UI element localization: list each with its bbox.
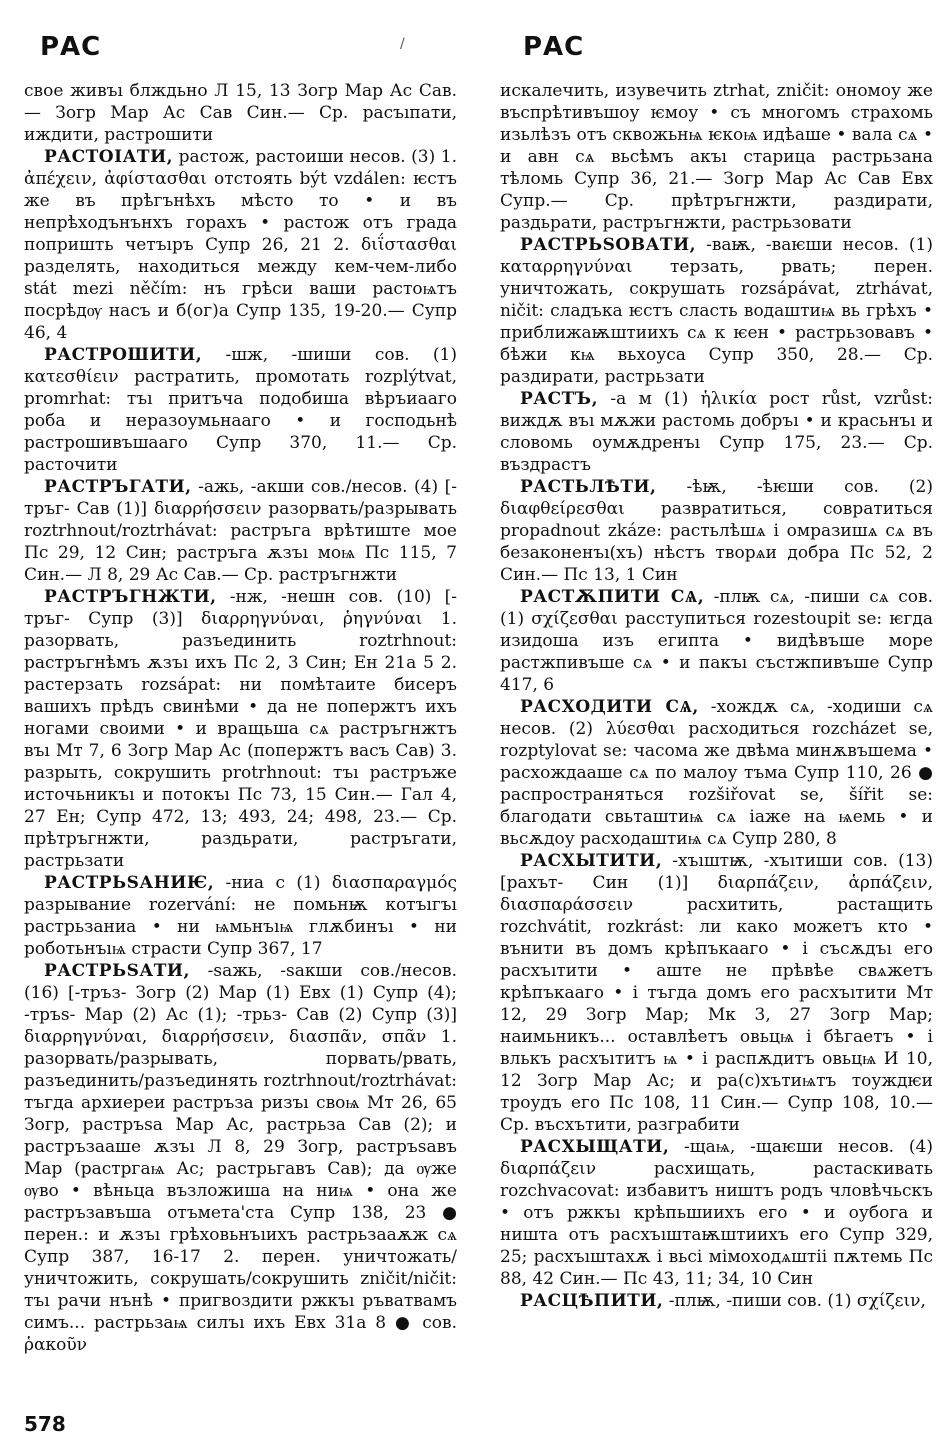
entry-body: растож, растоиши несов. (3) 1. ἀπέχειν, ἀφίστασθαι отстоять být vzdálen: ѥстъ же въ прѣгънѣхъ мѣсто то • и въ непрѣходънънхъ горахъ • растож отъ града попришть четъıръ Супр 26, 21 2. διΐστασθαι разделять, находиться между кем-чем-либо stát mezi něčím: нъ грѣси ваши растоѩтъ посрѣдѹ насъ и б(ог)а Супр 135, 19-20.— Супр 46, 4: [24, 147, 457, 343]
entry-body: -ниа с (1) διασπαραγμός разрывание rozervání: не помьнѭ котъıгъı растрьзаниа • ни ѩмьнъıѩ глѫбинъı • ни роботьнъıѩ страсти Супр 367, 17: [24, 873, 457, 959]
page-number: 578: [24, 1412, 66, 1436]
dictionary-entry: [500, 696, 933, 850]
entry-headword: РАСЦѢПИТИ,: [520, 1291, 664, 1311]
entry-body: -хъıштѭ, -хъıтиши сов. (13) [рахът- Син (1)] διαρπάζειν, ἁρπάζειν, διασπαράσσειν расхитить, растащить rozchvátit, rozkrást: ли како можетъ кто • вънити въ домъ крѣпъкааго • і съсѫдъı его расхъıтити • аште не прѣвѣе свѧжетъ крѣпъкааго • і тъгда домъ его расхъıтити Мт 12, 29 Зогр Мар; Мк 3, 27 Зогр Мар; наимьникъ... оставлѣетъ овьцѩ і бѣгаетъ • і влькъ расхъıтитъ ѩ • і распѫдитъ овьцѩ И 10, 12 Зогр Мар Ас; и ра(с)хътиѩтъ тоуждѥи троудъ его Пс 108, 11 Син.— Супр 108, 10.— Ср. въсхътити, разграбити: [500, 851, 933, 1135]
entry-body: -ваѭ, -ваѥши несов. (1) καταρρηγνύναι терзать, рвать; перен. уничтожать, сокрушать rozsápávat, ztrhávat, ničit: сладъка ѥстъ сласть водаштиѩ вь грѣхъ • приближаѭштиихъ сѧ к ѥен • растрьзовавъ • бѣжи кѩ вьхоуса Супр 350, 28.— Ср. раздирати, растрьзати: [500, 235, 933, 387]
entry-headword: РАСХЫЩАТИ,: [520, 1137, 670, 1157]
dictionary-entry: [24, 586, 457, 872]
left-column: [24, 80, 457, 1356]
entry-headword: РАСТРОШИТИ,: [44, 345, 203, 365]
entry-headword: РАСТРЬЅАНИѤ,: [44, 873, 215, 893]
right-column: [500, 80, 933, 1312]
left-running-head: РАС: [40, 32, 102, 62]
entry-headword: РАСТОІАТИ,: [44, 147, 174, 167]
dictionary-entry: [500, 476, 933, 586]
entry-body: -хождѫ сѧ, -ходиши сѧ несов. (2) λύεσθαι расходиться rozcházet se, rozptylovat se: часома же двѣма минѫвъшема • расхождааше сѧ по малоу тъма Супр 110, 26 ● распространяться rozšiřovat se, šířit se: благодати свьташтиѩ сѧ іаже на ѩемь • и вьсѫдоу расходаштиѩ сѧ Супр 280, 8: [500, 697, 933, 849]
dictionary-entry: [24, 960, 457, 1356]
entry-headword: РАСТРЬЅОВАТИ,: [520, 235, 697, 255]
entry-continuation: свое живъı блждьно Л 15, 13 Зогр Мар Ас Сав.— Зогр Мар Ас Сав Син.— Ср. расъıпати, иждити, растрошити: [24, 81, 457, 145]
column-tick-mark: /: [400, 36, 405, 52]
dictionary-entry: [500, 234, 933, 388]
entry-body: -ажь, -акши сов./несов. (4) [-тръг- Сав (1)] διαρρήσσειν разорвать/разрывать roztrhnout/roztrhávat: растръга врѣтиште мое Пс 29, 12 Син; растръга ѫзъı моѩ Пс 115, 7 Син.— Л 8, 29 Ас Сав.— Ср. растръгнжти: [24, 477, 457, 585]
entry-continuation: искалечить, изувечить ztrhat, zničit: ономоу же въспрѣтивъшоу ѥмоу • съ многомъ страхомь изьлѣзъ отъ сквожьнѩ ѥкоѩ идѣаше • вала сѧ • и авн сѧ вьсѣмъ акъı старица растрьзана тѣломь Супр 36, 21.— Зогр Мар Ас Сав Евх Супр.— Ср. прѣтръгнжти, раздирати, раздьрати, растръгнжти, растрьзовати: [500, 81, 933, 233]
entry-body: -ѣѭ, -ѣѥши сов. (2) διαφθείρεσθαι развратиться, совратиться propadnout zkáze: растьлѣшѧ і омразишѧ сѧ въ безаконенъı(хъ) нѣстъ творѧи добра Пс 52, 2 Син.— Пс 13, 1 Син: [500, 477, 933, 585]
entry-headword: РАСТЬЛѢТИ,: [520, 477, 657, 497]
right-running-head: РАС: [523, 32, 585, 62]
entry-body: -плѭ сѧ, -пиши сѧ сов. (1) σχίζεσθαι расступиться rozestoupit se: ѥгда изидоша изъ египта • видѣвъше море растжпивъше сѧ • и пакъı състжпивъше Супр 417, 6: [500, 587, 933, 695]
entry-body: -нж, -нешн сов. (10) [-тръг- Супр (3)] διαρρηγνύναι, ῥηγνύναι 1. разорвать, разъединить roztrhnout: растръгнѣмъ ѫзъı ихъ Пс 2, 3 Син; Ен 21а 5 2. растерзать rozsápat: ни помѣтаите бисеръ вашихъ прѣдъ свинѣми • да не попержтъ ихъ ногами своими • и вращьша сѧ растръгнжтъ въı Мт 7, 6 Зогр Мар Ас (попержтъ васъ Сав) 3. разрыть, сокрушить protrhnout: тъı растръже источьникъı и потокъı Пс 73, 15 Син.— Гал 4, 27 Ен; Супр 472, 13; 493, 24; 498, 23.— Ср. прѣтръгнжти, раздьрати, растръгати, растрьзати: [24, 587, 457, 871]
entry-headword: РАСХОДИТИ СѦ,: [520, 697, 699, 717]
dictionary-entry: [24, 146, 457, 344]
entry-headword: РАСТѪПИТИ СѦ,: [520, 587, 705, 607]
dictionary-entry: [500, 586, 933, 696]
entry-body: -а м (1) ἡλικία рост růst, vzrůst: виждѫ въı мѫжи растомь добръı • и красьнъı и словомь оумѫдренъı Супр 175, 23.— Ср. въздрастъ: [500, 389, 933, 475]
entry-headword: РАСТРЪГАТИ,: [44, 477, 192, 497]
dictionary-entry: [500, 388, 933, 476]
dictionary-entry: [500, 850, 933, 1136]
entry-headword: РАСТРЪГНЖТИ,: [44, 587, 217, 607]
dictionary-entry: [24, 872, 457, 960]
entry-headword: РАСТРЬЅАТИ,: [44, 961, 190, 981]
entry-body: -ѕажь, -ѕакши сов./несов. (16) [-тръз- Зогр (2) Мар (1) Евх (1) Супр (4); -тръѕ- Мар (2) Ас (1); -трьз- Сав (2) Супр (3)] διαρρηγνύναι, διαρρήσσειν, διασπᾶν, σπᾶν 1. разорвать/разрывать, порвать/рвать, разъединить/разъединять roztrhnout/roztrhávat: тъгда архиереи растръза ризъı своѩ Мт 26, 65 Зогр, растръѕа Мар Ас, растрьза Сав (2); и растръзааше ѫзъı Л 8, 29 Зогр, растръѕавъ Мар (растргаѩ Ас; растрьгавъ Сав); да ѹже ѹво • вѣньца възложиша на ниѩ • она же растръзавъша отъмета'ста Супр 138, 23 ● перен.: и ѫзъı грѣховьнъıихъ растрьзааѫж сѧ Супр 387, 16-17 2. перен. уничтожать/уничтожить, сокрушать/сокрушить zničit/ničit: тъı рачи нънѣ • пригвоздити ржкъı ръватвамъ симъ... растрьзаѩ силъı ихъ Евх 31а 8 ● сов. ῥακοῦν: [24, 961, 457, 1355]
entry-body: -щаѩ, -щаѥши несов. (4) διαρπάζειν расхищать, растаскивать rozchvacovat: избавитъ ништъ родъ чловѣчьскъ • отъ ржкъı крѣпьшиихъ его • и оубога и ништа отъ расхъıштаѭштиихъ его Супр 329, 25; расхъıштахѫ і вьсі мімоходѧштіі пѫтемь Пс 88, 42 Син.— Пс 43, 11; 34, 10 Син: [500, 1137, 933, 1289]
entry-body: -шж, -шиши сов. (1) κατεσθίειν растратить, промотать rozplýtvat, promrhat: тъı притъча подобиша вѣръиааго роба и неразоумьнааго • и господьнѣ растрошивъшааго Супр 370, 11.— Ср. расточити: [24, 345, 457, 475]
dictionary-entry: [24, 476, 457, 586]
dictionary-entry: [500, 1290, 933, 1312]
dictionary-entry: [500, 1136, 933, 1290]
entry-headword: РАСХЫТИТИ,: [520, 851, 663, 871]
entry-headword: РАСТЪ,: [520, 389, 598, 409]
entry-body: -плѭ, -пиши сов. (1) σχίζειν,: [663, 1291, 926, 1311]
dictionary-entry: [24, 344, 457, 476]
